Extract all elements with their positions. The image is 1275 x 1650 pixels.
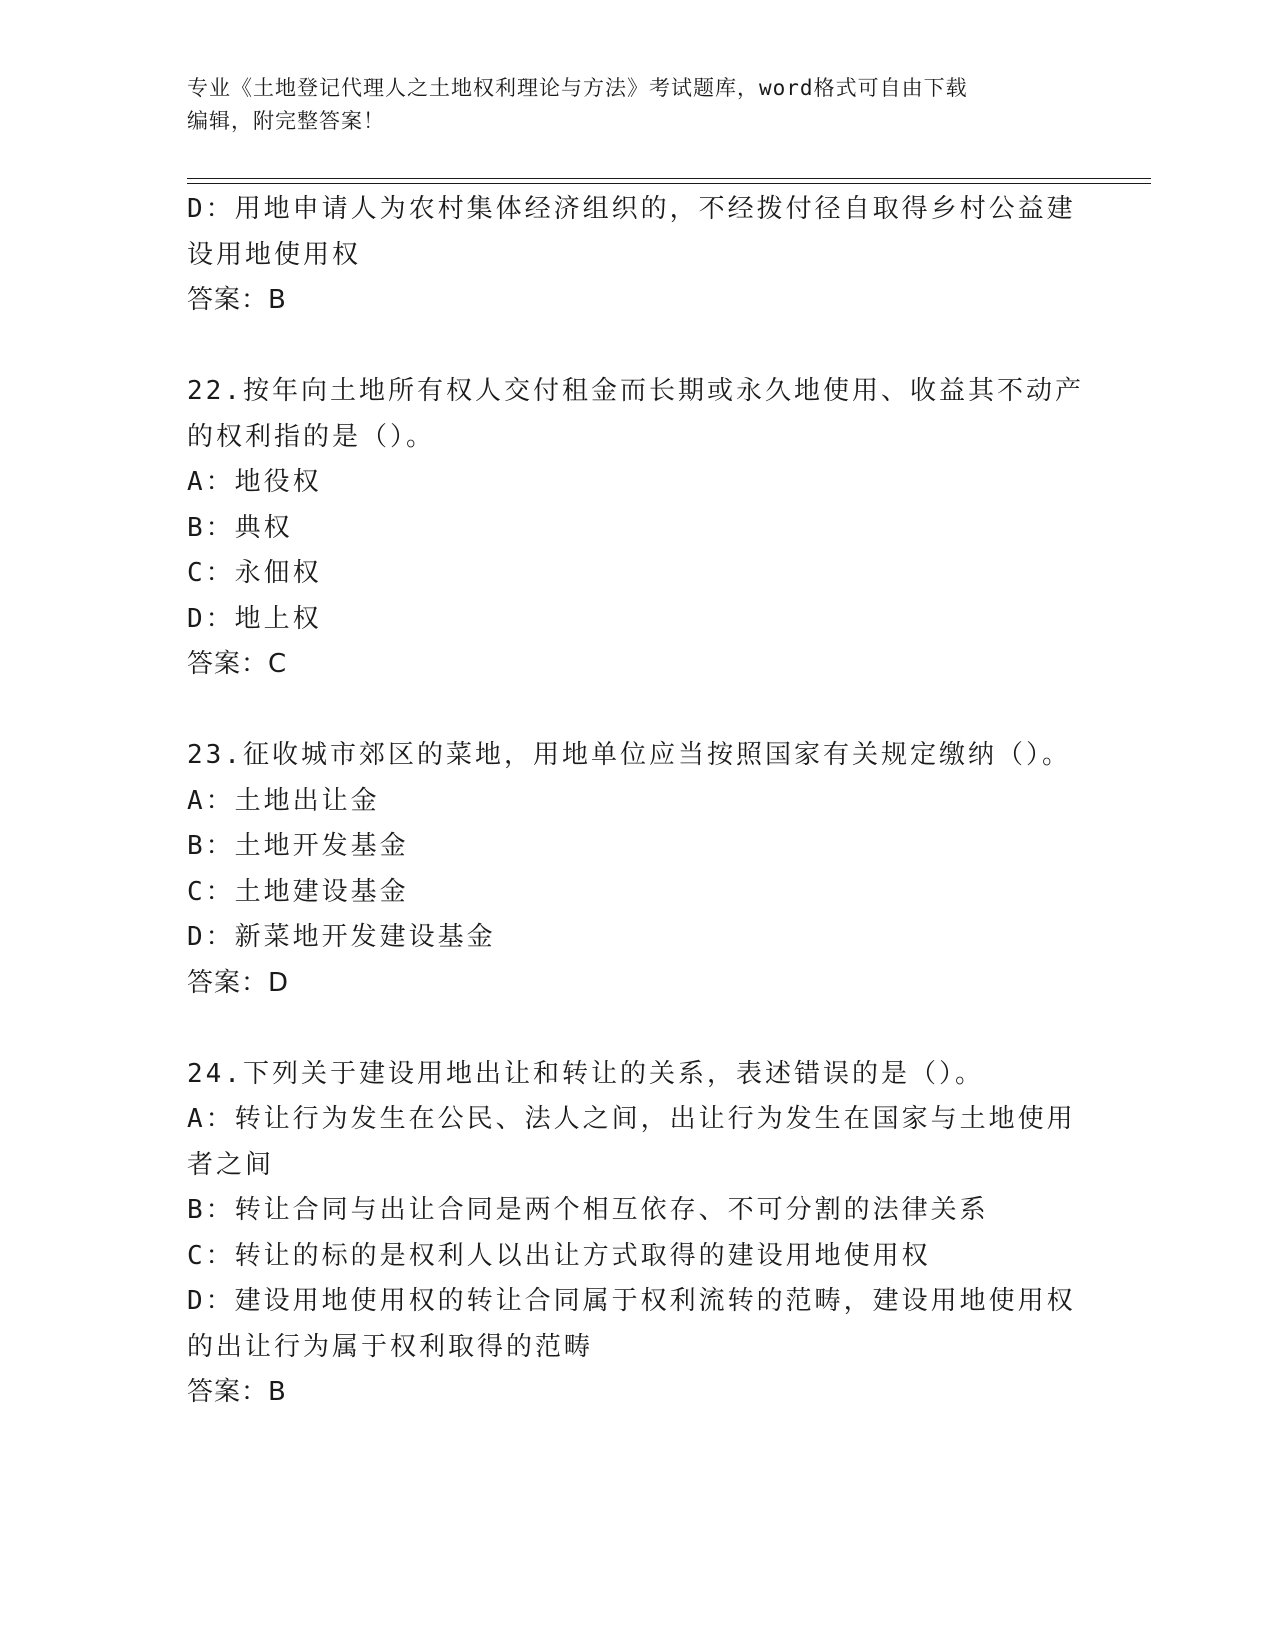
header-line-1: 专业《土地登记代理人之土地权利理论与方法》考试题库，word格式可自由下载 bbox=[187, 76, 968, 100]
header-divider-top bbox=[187, 178, 1151, 179]
question-stem: 的权利指的是（）。 bbox=[187, 421, 436, 452]
option-line: B：典权 bbox=[187, 512, 293, 543]
question-list bbox=[187, 187, 1087, 1416]
answer-line: 答案：D bbox=[187, 967, 290, 998]
option-line: D：地上权 bbox=[187, 603, 322, 634]
option-line: D：建设用地使用权的转让合同属于权利流转的范畴，建设用地使用权 bbox=[187, 1286, 1076, 1316]
option-line: D：用地申请人为农村集体经济组织的，不经拨付径自取得乡村公益建 bbox=[187, 194, 1076, 224]
question-stem: 22.按年向土地所有权人交付租金而长期或永久地使用、收益其不动产 bbox=[187, 376, 1084, 406]
answer-line: 答案：B bbox=[187, 285, 287, 315]
question-block bbox=[187, 733, 1087, 1006]
question-block bbox=[187, 1052, 1087, 1416]
option-line: 的出让行为属于权利取得的范畴 bbox=[187, 1331, 594, 1362]
document-header bbox=[187, 72, 1107, 138]
answer-line: 答案：C bbox=[187, 649, 288, 679]
option-line: C：土地建设基金 bbox=[187, 876, 409, 907]
header-divider-bottom bbox=[187, 183, 1151, 184]
option-line: 设用地使用权 bbox=[187, 239, 362, 270]
option-line: A：土地出让金 bbox=[187, 785, 380, 816]
block-spacer bbox=[187, 324, 1087, 370]
question-block bbox=[187, 369, 1087, 688]
option-line: A：转让行为发生在公民、法人之间，出让行为发生在国家与土地使用 bbox=[187, 1104, 1076, 1134]
option-line: C：转让的标的是权利人以出让方式取得的建设用地使用权 bbox=[187, 1240, 931, 1271]
block-spacer bbox=[187, 1006, 1087, 1052]
option-line: A：地役权 bbox=[187, 467, 322, 497]
option-line: B：土地开发基金 bbox=[187, 831, 409, 861]
question-stem: 23.征收城市郊区的菜地，用地单位应当按照国家有关规定缴纳（）。 bbox=[187, 740, 1071, 770]
block-spacer bbox=[187, 688, 1087, 734]
option-line: 者之间 bbox=[187, 1149, 275, 1180]
question-stem: 24.下列关于建设用地出让和转让的关系，表述错误的是（）。 bbox=[187, 1058, 984, 1089]
answer-line: 答案：B bbox=[187, 1377, 287, 1407]
option-line: D：新菜地开发建设基金 bbox=[187, 922, 496, 952]
option-line: C：永佃权 bbox=[187, 558, 322, 588]
option-line: B：转让合同与出让合同是两个相互依存、不可分割的法律关系 bbox=[187, 1195, 989, 1225]
question-block bbox=[187, 187, 1087, 324]
header-line-2: 编辑，附完整答案！ bbox=[187, 109, 385, 133]
